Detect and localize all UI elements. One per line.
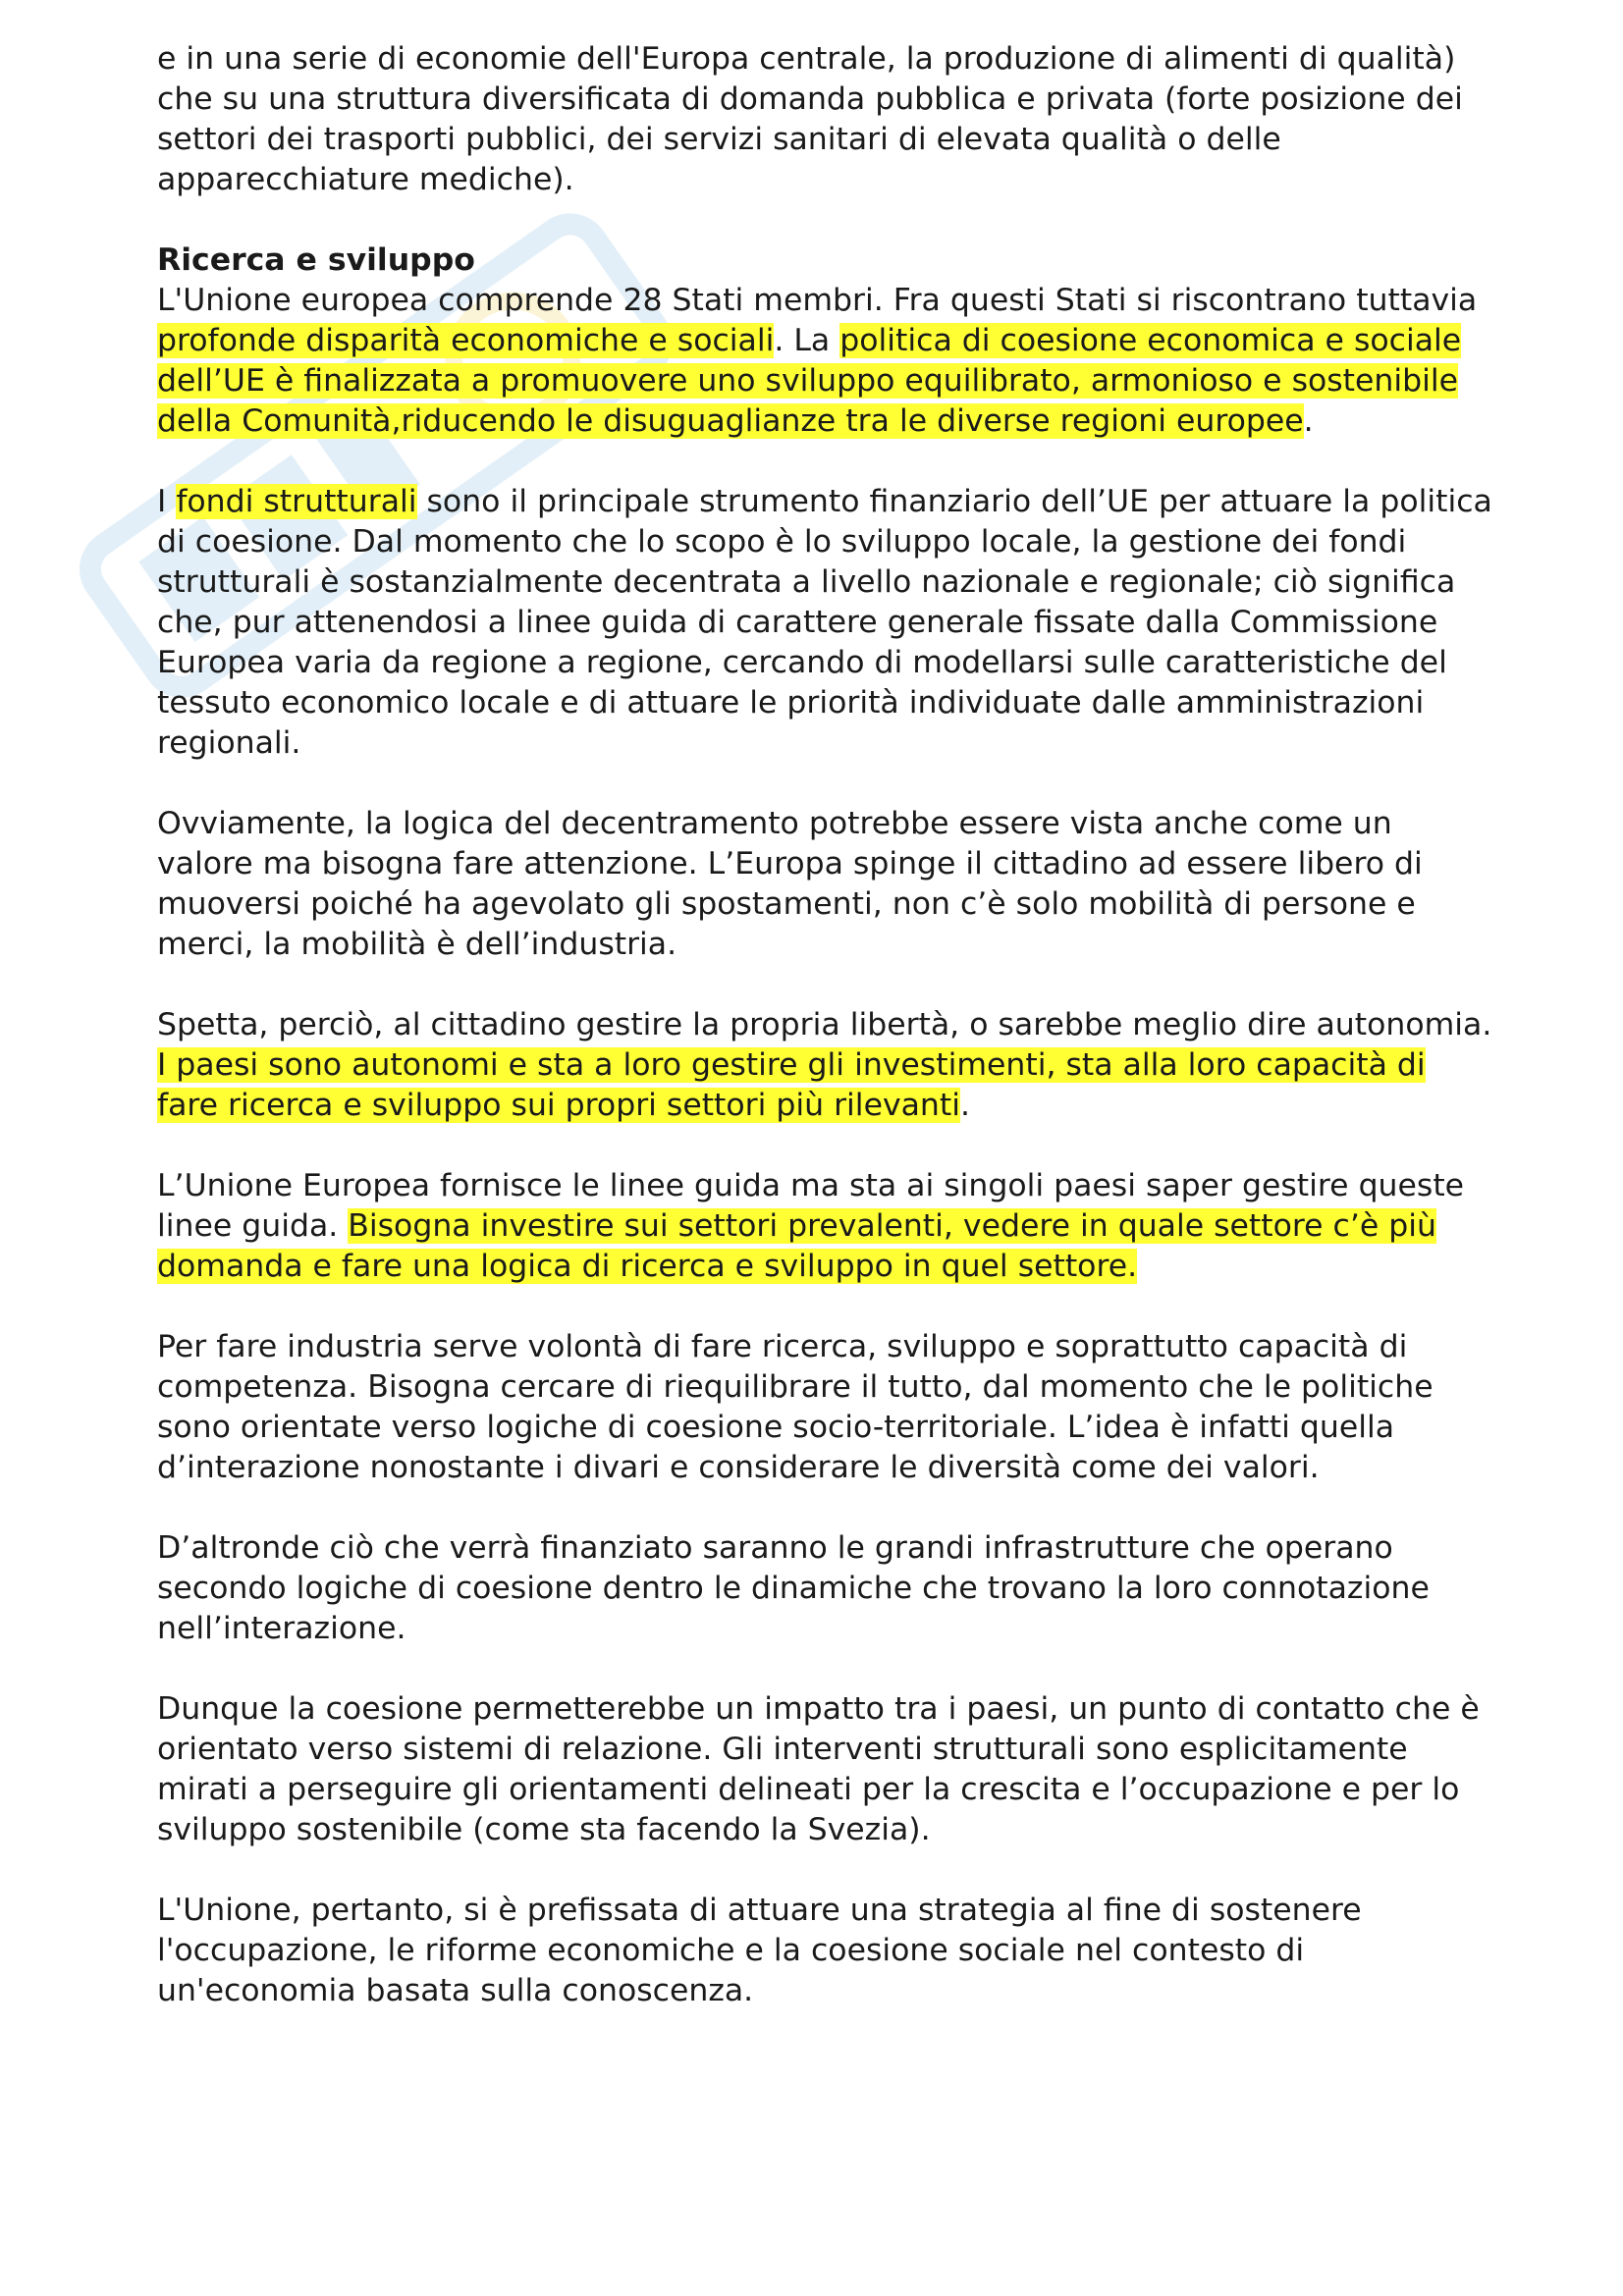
highlighted-text: profonde disparità economiche e sociali [157,323,775,358]
highlighted-text: politica di coesione economica e sociale dell’UE è finalizzata a promuovere uno sviluppo equilibrato, armonioso e sostenibile della Comunità,riducendo le disuguaglianze tra le diverse regioni europee [157,323,1462,439]
highlighted-text: I paesi sono autonomi e sta a loro gestire gli investimenti, sta alla loro capacità di fare ricerca e sviluppo sui propri settori più rilevanti [157,1047,1426,1123]
paragraph-6: Per fare industria serve volontà di fare ricerca, sviluppo e soprattutto capacità di competenza. Bisogna cercare di riequilibrare il tutto, dal momento che le politiche sono orientate verso logiche di coesione socio-territoriale. L’idea è infatti quella d’interazione nonostante i divari e considerare le diversità come dei valori. [157,1329,1434,1485]
paragraph-7: D’altronde ciò che verrà finanziato saranno le grandi infrastrutture che operano secondo logiche di coesione dentro le dinamiche che trovano la loro connotazione nell’interazione. [157,1530,1430,1646]
section-heading: Ricerca e sviluppo [157,242,475,278]
text-run: L'Unione europea comprende 28 Stati membri. Fra questi Stati si riscontrano tuttavia [157,283,1478,318]
highlighted-text: Bisogna investire sui settori prevalenti, vedere in quale settore c’è più domanda e fare una logica di ricerca e sviluppo in quel settore. [157,1208,1436,1284]
text-run: Spetta, perciò, al cittadino gestire la propria libertà, o sarebbe meglio dire autonomia. [157,1007,1492,1042]
text-run: I [157,484,177,519]
paragraph-intro: e in una serie di economie dell'Europa centrale, la produzione di alimenti di qualità) che su una struttura diversificata di domanda pubblica e privata (forte posizione dei settori dei trasporti pubblici, dei servizi sanitari di elevata qualità o delle apparecchiature mediche). [157,41,1463,197]
document-body [157,39,1492,2052]
paragraph-4 [157,1005,1492,1126]
paragraph-5 [157,1166,1492,1287]
paragraph-2 [157,482,1492,764]
paragraph-3: Ovviamente, la logica del decentramento potrebbe essere vista anche come un valore ma bisogna fare attenzione. L’Europa spinge il cittadino ad essere libero di muoversi poiché ha agevolato gli spostamenti, non c’è solo mobilità di persone e merci, la mobilità è dell’industria. [157,806,1423,962]
paragraph-9: L'Unione, pertanto, si è prefissata di attuare una strategia al fine di sostenere l'occupazione, le riforme economiche e la coesione sociale nel contesto di un'economia basata sulla conoscenza. [157,1893,1362,2008]
paragraph-1 [157,281,1492,442]
text-run: . La [774,323,840,358]
paragraph-8: Dunque la coesione permetterebbe un impatto tra i paesi, un punto di contatto che è orientato verso sistemi di relazione. Gli interventi strutturali sono esplicitamente mirati a perseguire gli orientamenti delineati per la crescita e l’occupazione e per lo sviluppo sostenibile (come sta facendo la Svezia). [157,1691,1480,1847]
text-run: . [959,1088,970,1123]
text-run: . [1303,403,1314,439]
text-run: L’Unione Europea fornisce le linee guida ma sta ai singoli paesi saper gestire queste linee guida. [157,1168,1465,1244]
text-run: sono il principale strumento finanziario dell’UE per attuare la politica di coesione. Dal momento che lo scopo è lo sviluppo locale, la gestione dei fondi strutturali è sostanzialmente decentrata a livello nazionale e regionale; ciò significa che, pur attenendosi a linee guida di carattere generale fissate dalla Commissione Europea varia da regione a regione, cercando di modellarsi sulle caratteristiche del tessuto economico locale e di attuare le priorità individuate dalle amministrazioni regionali. [157,484,1492,761]
highlighted-text: fondi strutturali [176,484,417,519]
